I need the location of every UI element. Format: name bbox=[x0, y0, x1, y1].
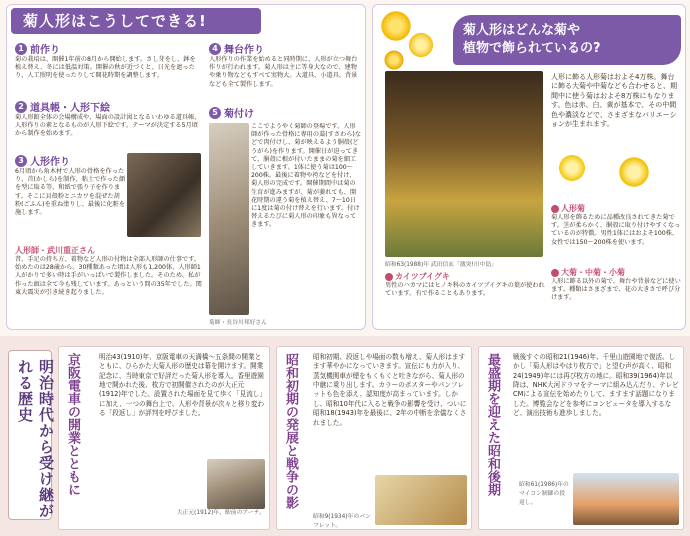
bullet-icon bbox=[551, 269, 559, 277]
section-body: 男性のハカマにはヒノキ科のカイツブイグキの葉が使われています。有で作ることもあります。 bbox=[385, 282, 545, 298]
column-body: 戦後すぐの昭和21(1946)年、千里山遊園地で復活。しかし「菊人形はやはり枚方で」と望む声が高く、昭和24(1949)年には再び枚方の地に。昭和39(1964)年以降は、NHK大河ドラマをテーマに組み込んだり、テレビCMによる宣伝を始めたりして、ますます話題になりました。博覧会などを参考にコンピュータを導入するなど、演出技術も進歩しました。 bbox=[513, 353, 679, 418]
column-body: 明治43(1910)年、京阪電車の天満橋〜五条間の開業とともに、ひらかた大菊人形の歴史は幕を開けます。開業記念に、当時東京で好評だった菊人形を導入。香里遊園地で開かれた後、枚方で初開催されたのが大正元(1912)年でした。設置された場面を見て歩く「見流し」に加え、一つの舞台上で、人形や背景が次々と移り変わる「段返し」が評判を呼びました。 bbox=[99, 353, 265, 418]
step-1 bbox=[15, 41, 201, 81]
step-heading: 舞台作り bbox=[224, 45, 264, 56]
section-heading: カイツブイグキ bbox=[395, 272, 450, 281]
photo-caption: 昭和63(1988)年 武田信玄「激突!川中島」 bbox=[385, 262, 497, 268]
caption-body: 昔、手足の持ち方、着物など人形の付物は全部人形師の仕事です。始めたのは28歳から。30種類あった頃は人形も1,200体、人形師1人がかりで多い時は手がいっぱいで製作しました。そのため、私が作った頭は全て今も残しています。あっという間の35年でした。関東大震災が引き続き起りました。 bbox=[15, 256, 202, 296]
station-arch-photo bbox=[207, 459, 265, 509]
step-heading: 菊付け bbox=[224, 109, 254, 120]
history-title-box bbox=[8, 350, 55, 520]
yellow-chrysanthemum-icon bbox=[383, 49, 405, 71]
step-heading: 前作り bbox=[30, 45, 60, 56]
doll-maker-photo bbox=[127, 153, 201, 237]
pamphlet-photo bbox=[375, 475, 467, 525]
title-line-2: 植物で飾られているの? bbox=[463, 41, 601, 56]
large-medium-small-chrysanthemum-section bbox=[551, 267, 683, 303]
column-body: 昭和初期、段返しや場面の数も増え、菊人形はますます華やかになっていきます。宣伝にも力が入り、蒸気機関車が煙をもくもくと吐きながら、菊人形の中継に乗り出します。カラーのポスターやパンフレットも色を添え、認知度が高まっています。しかし、昭和10年代に入ると戦争の影響を受け、ついに昭和18(1943)年を最後に、2年の中断を余儀なくされました。 bbox=[313, 353, 467, 427]
panel-title: 菊人形はこうしてできる! bbox=[11, 8, 261, 34]
column-title: 昭和初期の発展と戦争の影 bbox=[283, 353, 298, 509]
stage-photo bbox=[573, 473, 679, 525]
kiku-ningyo-photo bbox=[385, 71, 543, 257]
step-body: 6月頃から角木材で人形の骨格を作ったり、首(かしら)を制作、粘土で作った顔を型に取る等、和紙で張り子を作ります。そこに貝殻粉とニカワを混ぜた胡粉(ごふん)を重ね塗りし、最後に化粧を施します。 bbox=[15, 168, 126, 216]
title-line-1: 菊人形はどんな菊や bbox=[463, 23, 581, 38]
photo-caption: 菊師・長谷川邦好さん bbox=[209, 320, 267, 326]
bullet-icon bbox=[551, 205, 559, 213]
chrysanthemum-master-photo bbox=[209, 123, 249, 315]
column-title: 京阪電車の開業とともに bbox=[65, 353, 80, 496]
step-2 bbox=[15, 99, 201, 139]
history-column-1 bbox=[58, 346, 270, 530]
step-number: 3 bbox=[15, 155, 27, 167]
yellow-chrysanthemum-icon bbox=[407, 31, 435, 59]
kaitsuburi-section bbox=[385, 271, 545, 298]
yellow-chrysanthemum-icon bbox=[617, 155, 651, 189]
yellow-chrysanthemum-icon bbox=[557, 153, 587, 183]
history-column-2 bbox=[276, 346, 472, 530]
step-5-body: ここでようやく菊師の登場です。人形師が作った骨格に専用の藁(すさわら)などで肉付けし、菊が映えるよう胴殻(どうがら)を作ります。開催日が迫ってきて、胴殻に根が付いたままの菊を細工していきます。1体に使う菊は100〜200株。最後に着物や袴などを付け、菊人形の完成です。開催期間中は菊の生育が進みますが、菊が萎れても、開花時期の違う菊を植え替え、7〜10日に1度は菊の付け替えを行います。付け替えるたびに菊人形の印象も異なってきます。 bbox=[251, 123, 361, 229]
what-chrysanthemums-panel bbox=[372, 4, 686, 330]
step-number: 2 bbox=[15, 101, 27, 113]
panel-title bbox=[453, 15, 681, 65]
step-body: 菊人形館全体の会場構成や、場面の設計図となるいわゆる道具帳、人形作りの素となるものが人形下絵です。テーマが決定する5月頃から制作を始めます。 bbox=[15, 114, 201, 138]
section-body: 菊人形を飾るために品種改良されてきた菊です。茎が柔らかく、胴殻に取り付けやすくなっているのが特徴。男性1体にはおよそ100株、女性では150〜200株を使います。 bbox=[551, 214, 681, 246]
photo-caption: 昭和61(1986)年のマイコン制御の段返し。 bbox=[519, 482, 569, 506]
caption-name: 人形師・武川重正さん bbox=[15, 246, 95, 255]
step-number: 1 bbox=[15, 43, 27, 55]
how-kiku-ningyo-made-panel bbox=[6, 4, 366, 330]
photo-caption: 大正元(1912)年、駅前のアーチ。 bbox=[176, 510, 265, 516]
ningyo-kiku-section bbox=[551, 203, 683, 247]
step-number: 5 bbox=[209, 107, 221, 119]
step-heading: 道具帳・人形下絵 bbox=[30, 103, 110, 114]
step-5 bbox=[209, 105, 263, 120]
intro-text: 人形に飾る人形菊はおよそ4万株。舞台に飾る大菊や中菊なども合わせると、期間中に使う菊はおよそ8万株にもなります。色は赤、白、黄が基本で、その中間色や濃淡などで、さまざまなバリエーションが生まれます。 bbox=[551, 73, 677, 129]
history-title: 明治時代から受け継がれる歴史 bbox=[16, 359, 55, 519]
bullet-icon bbox=[385, 273, 393, 281]
photo-caption: 昭和9(1934)年のパンフレット。 bbox=[313, 514, 371, 529]
doll-maker-caption bbox=[15, 245, 205, 297]
section-heading: 人形菊 bbox=[561, 204, 585, 213]
step-body: 菊の栽培は、開催1年前の8月から開始します。さし芽をし、鉢を植え替え、冬には低温対策。開催の秋が近づくと、日光を遮ったり、人工照明を使ったりして開花時期を調整します。 bbox=[15, 56, 196, 80]
step-heading: 人形作り bbox=[30, 157, 70, 168]
step-body: 人形作りの作業を始めると同時期に、人形が立つ舞台作りが行われます。菊人形は主に等身大なので、建物や乗り物などもすべて実物大。大道具、小道具、背景なども全て製作します。 bbox=[209, 56, 358, 88]
step-3 bbox=[15, 153, 125, 217]
section-body: 人形に飾る以外の菊で、舞台や背景などに使います。種類はさまざまで、花の大きさで呼び分けます。 bbox=[551, 278, 681, 302]
step-number: 4 bbox=[209, 43, 221, 55]
history-column-3 bbox=[478, 346, 684, 530]
column-title: 最盛期を迎えた昭和後期 bbox=[485, 353, 500, 496]
step-4 bbox=[209, 41, 359, 89]
section-heading: 大菊・中菊・小菊 bbox=[561, 268, 625, 277]
